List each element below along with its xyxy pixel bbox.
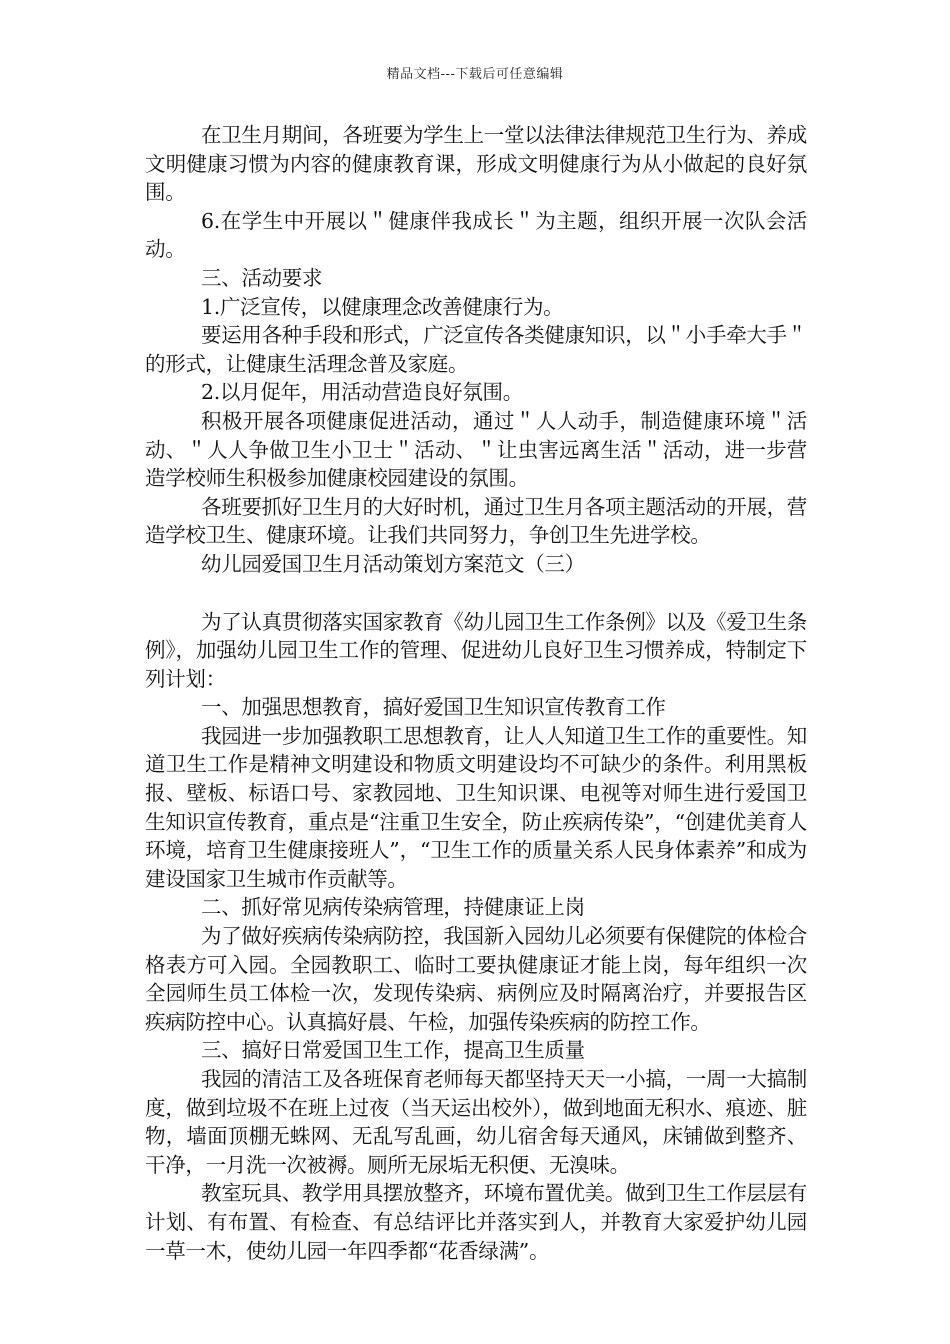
paragraph: 我园的清洁工及各班保育老师每天都坚持天天一小搞，一周一大搞制度，做到垃圾不在班上过夜（当天运出校外），做到地面无积水、痕迹、脏物，墙面顶棚无蛛网、无乱写乱画，幼儿宿舍每天通风，床铺做到整齐、干净，一月洗一次被褥。厕所无尿垢无积便、无溴味。 [145,1067,807,1177]
paragraph: 在卫生月期间，各班要为学生上一堂以法律法律规范卫生行为、养成文明健康习惯为内容的健康教育课，形成文明健康行为从小做起的良好氛围。 [145,123,807,205]
paragraph: 为了做好疾病传染病防控，我国新入园幼儿必须要有保健院的体检合格表方可入园。全园教职工、临时工要执健康证才能上岗，每年组织一次全园师生员工体检一次，发现传染病、病例应及时隔离治疗，并要报告区疾病防控中心。认真搞好晨、午检，加强传染疾病的防控工作。 [145,924,807,1034]
section-heading: 三、搞好日常爱国卫生工作，提高卫生质量 [201,1038,585,1063]
paragraph: 我园进一步加强教职工思想教育，让人人知道卫生工作的重要性。知道卫生工作是精神文明建设和物质文明建设均不可缺少的条件。利用黑板报、壁板、标语口号、家教园地、卫生知识课、电视等对师生进行爱国卫生知识宣传教育，重点是“注重卫生安全，防止疾病传染”，“创建优美育人环境，培育卫生健康接班人”，“卫生工作的质量关系人民身体素养”和成为建设国家卫生城市作贡献等。 [145,723,807,891]
paragraph: 积极开展各项健康促进活动，通过＂人人动手，制造健康环境＂活动、＂人人争做卫生小卫士＂活动、＂让虫害远离生活＂活动，进一步营造学校师生积极参加健康校园建设的氛围。 [145,408,807,491]
list-item: 1.广泛宣传，以健康理念改善健康行为。 [201,294,564,319]
paragraph: 为了认真贯彻落实国家教育《幼儿园卫生工作条例》以及《爱卫生条例》，加强幼儿园卫生工作的管理、促进幼儿良好卫生习惯养成，特制定下列计划： [145,609,807,691]
section-heading: 二、抓好常见病传染病管理，持健康证上岗 [201,895,585,920]
paragraph: 教室玩具、教学用具摆放整齐，环境布置优美。做到卫生工作层层有计划、有布置、有检查、有总结评比并落实到人，并教育大家爱护幼儿园一草一木，使幼儿园一年四季都“花香绿满”。 [145,1181,807,1263]
blank-line [145,579,807,608]
section-heading: 三、活动要求 [201,265,323,290]
page-header: 精品文档---下载后可任意编辑 [386,67,564,82]
paragraph: 要运用各种手段和形式，广泛宣传各类健康知识，以＂小手牵大手＂的形式，让健康生活理念普及家庭。 [145,323,807,376]
document-body [145,121,807,1265]
list-item: 2.以月促年，用活动营造良好氛围。 [201,380,523,405]
list-item: 6.在学生中开展以＂健康伴我成长＂为主题，组织开展一次队会活动。 [145,208,807,262]
document-title: 幼儿园爱国卫生月活动策划方案范文（三） [201,551,585,576]
section-heading: 一、加强思想教育，搞好爱国卫生知识宣传教育工作 [201,695,666,720]
paragraph: 各班要抓好卫生月的大好时机，通过卫生月各项主题活动的开展，营造学校卫生、健康环境。让我们共同努力，争创卫生先进学校。 [145,494,807,548]
